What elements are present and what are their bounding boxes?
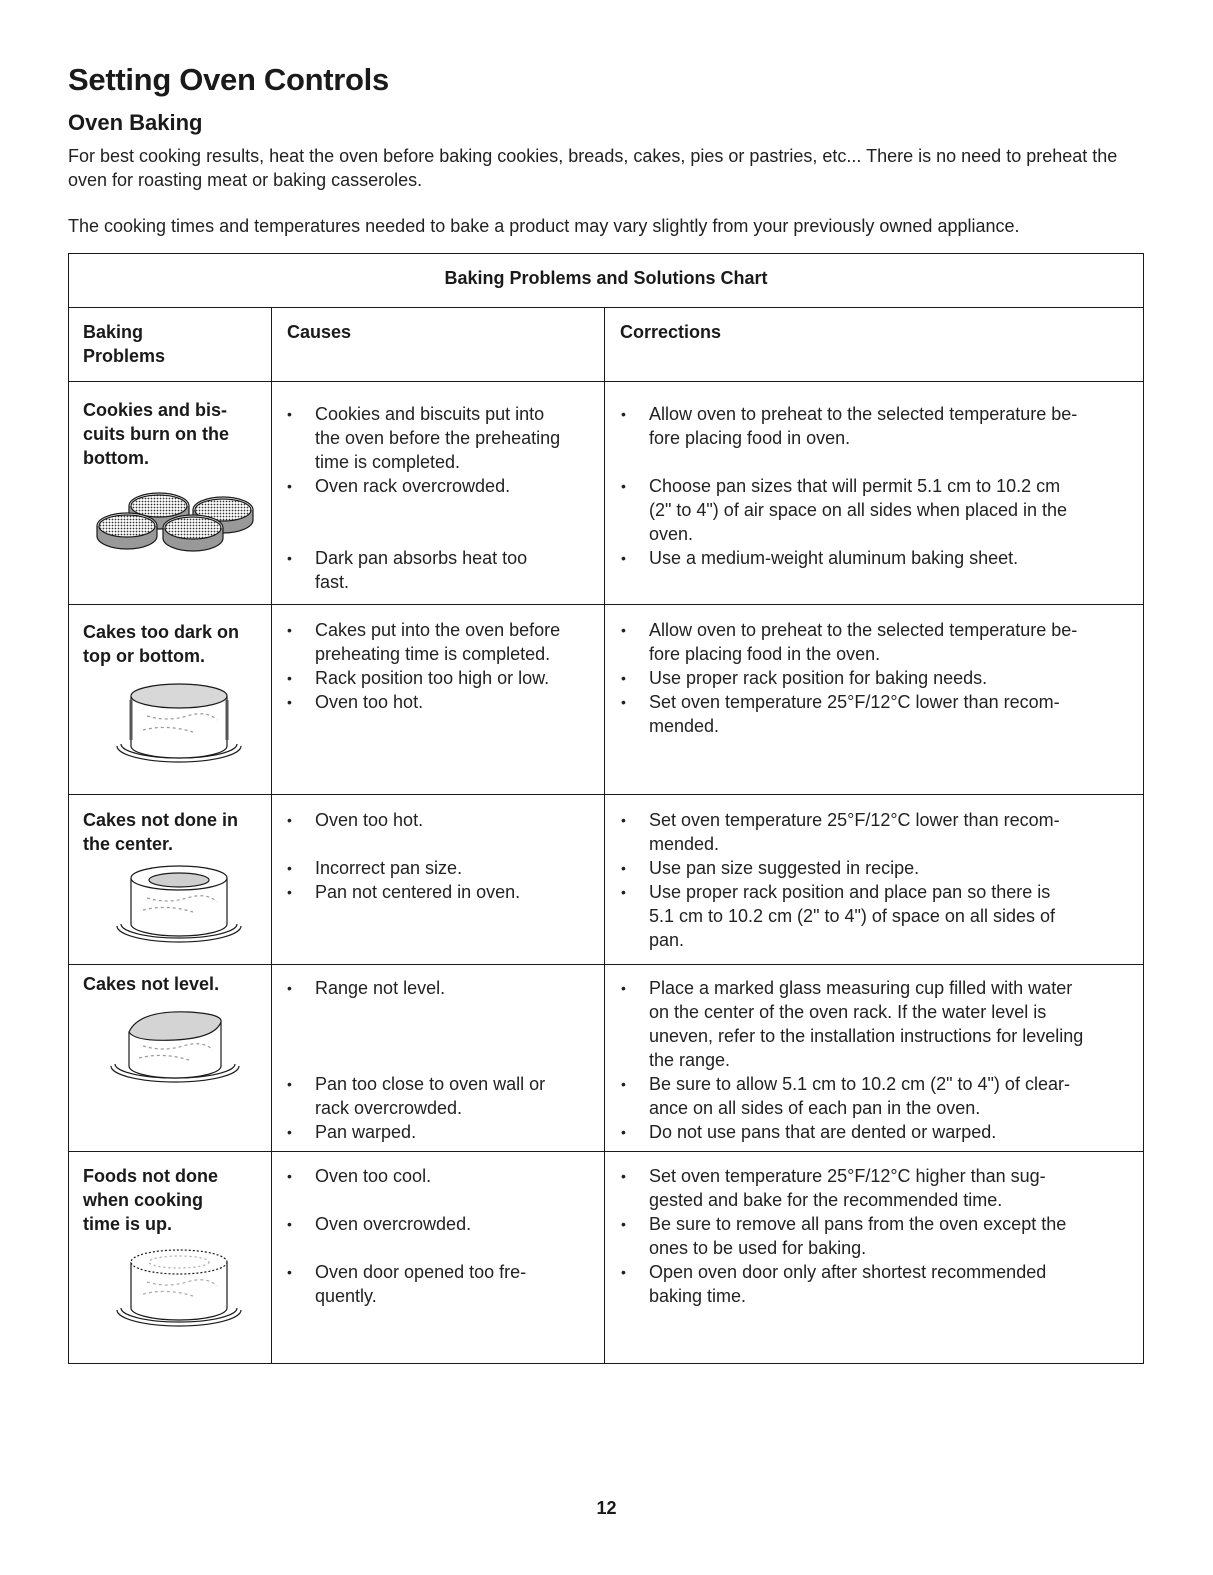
correction-item: Allow oven to preheat to the selected temperature be- fore placing food in the oven. [649,620,1078,664]
divider [604,307,605,1364]
divider [69,381,1143,382]
correction-item: Choose pan sizes that will permit 5.1 cm to 10.2 cm (2" to 4") of air space on all sides when placed in the oven. [649,476,1068,544]
bullet-icon: • [287,694,292,710]
header-problems: Baking Problems [83,322,166,366]
cause-item: Cookies and biscuits put into the oven before the preheating time is completed. [315,404,561,472]
divider [69,307,1143,308]
header-corrections: Corrections [620,322,722,342]
bullet-icon: • [621,1168,626,1184]
cake-sunken-icon [107,856,247,952]
cake-icon [107,674,247,774]
correction-item: Use pan size suggested in recipe. [649,858,920,878]
bullet-icon: • [621,406,626,422]
cause-item: Cakes put into the oven before preheating time is completed. [315,620,561,664]
correction-item: Do not use pans that are dented or warped. [649,1122,997,1142]
bullet-icon: • [621,694,626,710]
bullet-icon: • [621,860,626,876]
problem-cell: Foods not done when cooking time is up. [83,1166,218,1234]
bullet-icon: • [287,406,292,422]
intro-paragraph: For best cooking results, heat the oven before baking cookies, breads, cakes, pies or pastries, etc... There is no need to preheat the oven for roasting meat or baking casseroles. [68,146,1118,190]
divider [69,964,1143,965]
correction-item: Use a medium-weight aluminum baking sheet. [649,548,1019,568]
correction-item: Use proper rack position and place pan so there is 5.1 cm to 10.2 cm (2" to 4") of space on all sides of pan. [649,882,1055,950]
correction-item: Be sure to allow 5.1 cm to 10.2 cm (2" to 4") of clear- ance on all sides of each pan in the oven. [649,1074,1070,1118]
cause-item: Oven too cool. [315,1166,432,1186]
section-title: Oven Baking [68,110,203,135]
bullet-icon: • [287,622,292,638]
header-causes: Causes [287,322,352,342]
bullet-icon: • [621,622,626,638]
cause-item: Pan not centered in oven. [315,882,521,902]
cause-item: Dark pan absorbs heat too fast. [315,548,528,592]
baking-problems-chart [68,253,1144,1364]
bullet-icon: • [621,1076,626,1092]
cause-item: Pan too close to oven wall or rack overcrowded. [315,1074,546,1118]
page-number: 12 [596,1498,617,1518]
bullet-icon: • [287,1264,292,1280]
correction-item: Set oven temperature 25°F/12°C higher than sug- gested and bake for the recommended time. [649,1166,1046,1210]
bullet-icon: • [621,980,626,996]
bullet-icon: • [287,884,292,900]
correction-item: Set oven temperature 25°F/12°C lower than recom- mended. [649,810,1060,854]
bullet-icon: • [621,670,626,686]
chart-title: Baking Problems and Solutions Chart [444,268,768,288]
bullet-icon: • [621,478,626,494]
page-title: Setting Oven Controls [68,62,389,97]
bullet-icon: • [287,1216,292,1232]
cause-item: Range not level. [315,978,446,998]
bullet-icon: • [621,1124,626,1140]
cause-item: Pan warped. [315,1122,417,1142]
divider [69,1151,1143,1152]
bullet-icon: • [287,670,292,686]
cause-item: Oven too hot. [315,810,424,830]
cause-item: Oven too hot. [315,692,424,712]
divider [69,604,1143,605]
intro-paragraph: The cooking times and temperatures needed to bake a product may vary slightly from your previously owned appliance. [68,216,1020,236]
problem-cell: Cookies and bis- cuits burn on the bottom. [83,400,229,468]
cake-tilted-icon [103,1002,249,1092]
bullet-icon: • [287,1168,292,1184]
bullet-icon: • [287,860,292,876]
problem-cell: Cakes not done in the center. [83,810,239,854]
correction-item: Be sure to remove all pans from the oven except the ones to be used for baking. [649,1214,1067,1258]
cause-item: Incorrect pan size. [315,858,463,878]
cause-item: Oven overcrowded. [315,1214,472,1234]
bullet-icon: • [621,1216,626,1232]
cookies-icon [87,476,259,558]
problem-cell: Cakes too dark on top or bottom. [83,622,240,666]
bullet-icon: • [287,550,292,566]
bullet-icon: • [287,980,292,996]
bullet-icon: • [287,1076,292,1092]
cause-item: Oven door opened too fre- quently. [315,1262,527,1306]
bullet-icon: • [287,478,292,494]
cause-item: Oven rack overcrowded. [315,476,511,496]
problem-cell: Cakes not level. [83,974,220,994]
correction-item: Set oven temperature 25°F/12°C lower than recom- mended. [649,692,1060,736]
bullet-icon: • [621,1264,626,1280]
bullet-icon: • [621,550,626,566]
correction-item: Use proper rack position for baking needs. [649,668,988,688]
correction-item: Open oven door only after shortest recommended baking time. [649,1262,1047,1306]
divider [271,307,272,1364]
bullet-icon: • [621,884,626,900]
bullet-icon: • [287,812,292,828]
correction-item: Allow oven to preheat to the selected temperature be- fore placing food in oven. [649,404,1078,448]
bullet-icon: • [621,812,626,828]
bullet-icon: • [287,1124,292,1140]
correction-item: Place a marked glass measuring cup filled with water on the center of the oven rack. If the water level is uneven, refer to the installation instructions for leveling the range. [649,978,1084,1070]
divider [69,794,1143,795]
cake-pale-icon [107,1240,247,1336]
cause-item: Rack position too high or low. [315,668,550,688]
